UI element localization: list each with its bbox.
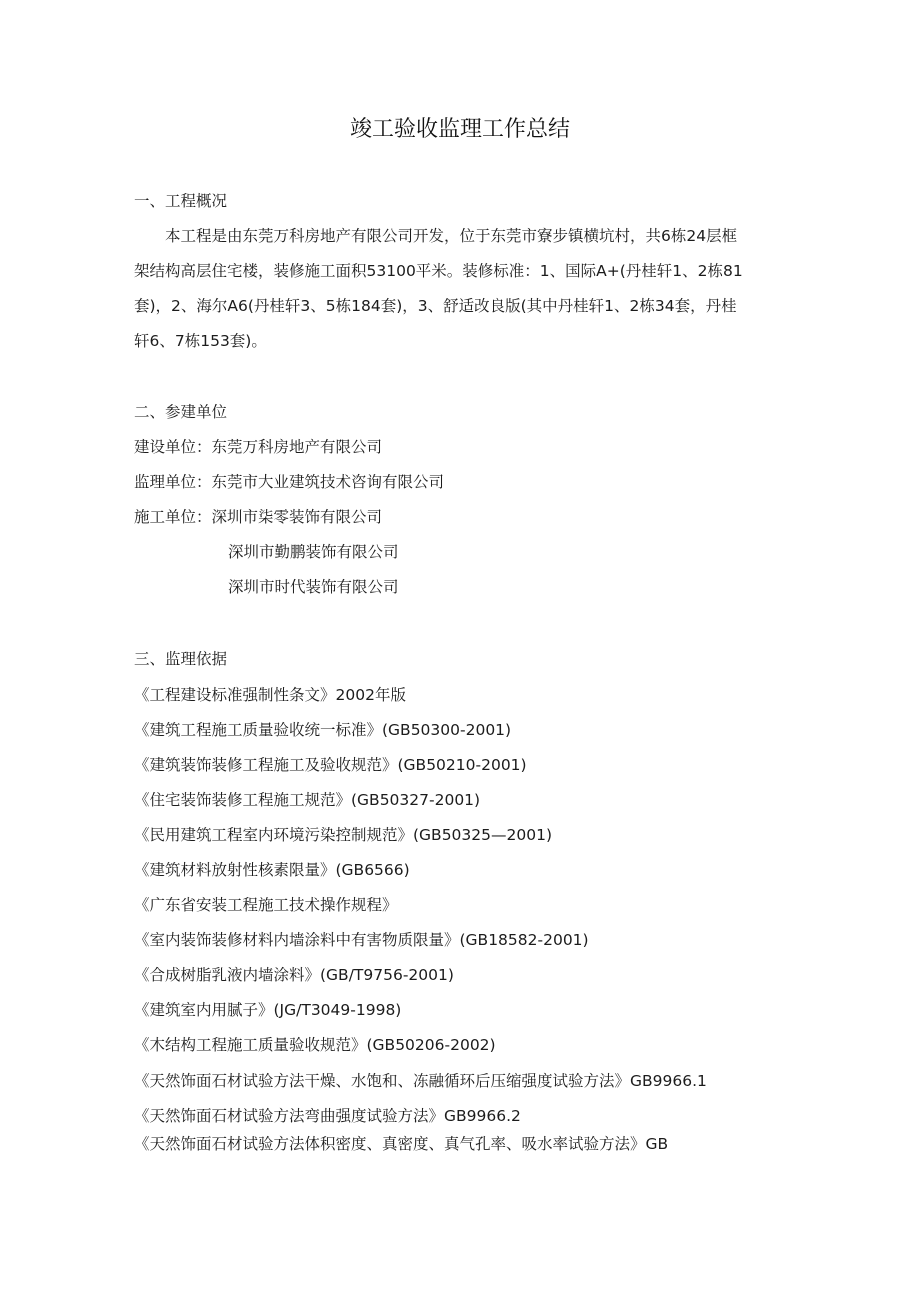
construction-unit: 建设单位：东莞万科房地产有限公司 (134, 438, 383, 456)
paragraph-line: 套)，2、海尔A6(丹桂轩3、5栋184套)，3、舒适改良版(其中丹桂轩1、2栋34套，丹桂 (134, 297, 737, 315)
paragraph-line: 轩6、7栋153套)。 (134, 332, 267, 350)
basis-item: 《天然饰面石材试验方法干燥、水饱和、冻融循环后压缩强度试验方法》GB9966.1 (134, 1072, 707, 1090)
paragraph-line: 本工程是由东莞万科房地产有限公司开发，位于东莞市寮步镇横坑村，共6栋24层框 (134, 227, 738, 245)
basis-item: 《工程建设标准强制性条文》2002年版 (134, 686, 406, 704)
basis-item: 《天然饰面石材试验方法弯曲强度试验方法》GB9966.2 (134, 1107, 521, 1125)
basis-item: 《天然饰面石材试验方法体积密度、真密度、真气孔率、吸水率试验方法》GB (134, 1135, 669, 1153)
supervision-unit: 监理单位：东莞市大业建筑技术咨询有限公司 (134, 473, 445, 491)
basis-item: 《民用建筑工程室内环境污染控制规范》(GB50325—2001) (134, 826, 552, 844)
basis-item: 《建筑室内用腻子》(JG/T3049-1998) (134, 1001, 402, 1019)
paragraph-line: 架结构高层住宅楼，装修施工面积53100平米。装修标准：1、国际A+(丹桂轩1、2栋81 (134, 262, 743, 280)
basis-item: 《建筑装饰装修工程施工及验收规范》(GB50210-2001) (134, 756, 527, 774)
basis-item: 《广东省安装工程施工技术操作规程》 (134, 896, 398, 914)
contractor-line: 深圳市勤鹏装饰有限公司 (228, 543, 399, 561)
basis-item: 《建筑材料放射性核素限量》(GB6566) (134, 861, 410, 879)
basis-item: 《合成树脂乳液内墙涂料》(GB/T9756-2001) (134, 966, 454, 984)
section-heading-participants: 二、参建单位 (134, 403, 228, 421)
section-heading-overview: 一、工程概况 (134, 192, 228, 210)
basis-item: 《室内装饰装修材料内墙涂料中有害物质限量》(GB18582-2001) (134, 931, 589, 949)
page-title: 竣工验收监理工作总结 (349, 117, 570, 142)
overview-paragraph (134, 219, 784, 359)
basis-item: 《木结构工程施工质量验收规范》(GB50206-2002) (134, 1036, 496, 1054)
basis-item: 《建筑工程施工质量验收统一标准》(GB50300-2001) (134, 721, 512, 739)
section-heading-basis: 三、监理依据 (134, 650, 228, 668)
contractor-line: 深圳市时代装饰有限公司 (228, 578, 399, 596)
basis-item: 《住宅装饰装修工程施工规范》(GB50327-2001) (134, 791, 481, 809)
contractor-line: 施工单位：深圳市柒零装饰有限公司 (134, 508, 383, 526)
